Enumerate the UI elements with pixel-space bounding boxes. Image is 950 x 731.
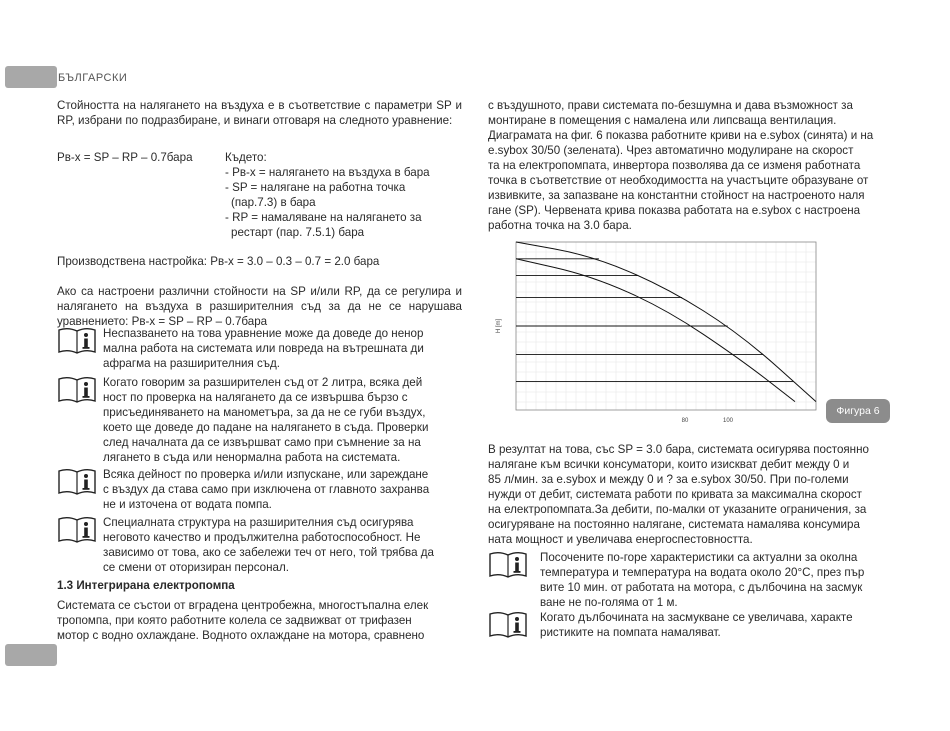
book-info-icon (488, 550, 528, 578)
notice-line: след началната да се извършват само при съмнение за на (103, 436, 421, 449)
notice-line: афрагма на разширителния съд. (103, 357, 281, 370)
notice-line: мална работа на системата или повреда на вътрешната ди (103, 342, 424, 355)
notice-6 (488, 610, 893, 642)
notice-line: Специалната структура на разширителния съд осигурява (103, 516, 414, 529)
notice-line: Посочените по-горе характеристики са актуални за околна (540, 551, 858, 564)
notice-line: ване не по-голяма от 1 м. (540, 596, 678, 609)
text-line: налягане към всички консуматори, които изискват дебит между 0 и (488, 458, 850, 471)
text-line: с въздушното, прави системата по-безшумна и дава възможност за (488, 99, 853, 112)
figure-label: Фигура 6 (826, 399, 890, 423)
where-line: - RP = намаляване на налягането за (225, 211, 422, 224)
section-line: тропомпа, при която работните колела се задвижват от трифазен (57, 614, 412, 627)
notice-line: зависимо от това, ако се забележи теч от него, той трябва да (103, 546, 434, 559)
notice-line: Неспазването на това уравнение може да доведе до ненор (103, 327, 424, 340)
book-info-icon (57, 375, 97, 403)
formula: Pв-x = SP – RP – 0.7бара (57, 151, 193, 164)
notice-4 (57, 515, 462, 577)
notice-line: присъединяването на манометъра, за да не се губи въздух, (103, 406, 426, 419)
section-body (57, 598, 462, 643)
text-line: ната мощност и увеличава енергоспестовността. (488, 533, 753, 546)
pump-curve-chart (494, 238, 822, 430)
text-line: В резултат на това, със SP = 3.0 бара, системата осигурява постоянно (488, 443, 869, 456)
notice-line: лягането в съда или ненормална работа на системата. (103, 451, 401, 464)
book-info-icon (488, 610, 528, 638)
text-line: монтиране в помещения с намалена или липсваща вентилация. (488, 114, 837, 127)
top-page-tab (5, 66, 57, 88)
notice-1 (57, 326, 462, 374)
left-column (57, 98, 462, 643)
text-line: e.sybox 30/50 (зелената). Чрез автоматично модулиране на скорост (488, 144, 854, 157)
text-line: нужди от дебит, системата работи по кривата за максимална скорост (488, 488, 862, 501)
intro-paragraph: Стойността на налягането на въздуха е в съответствие с параметри SP и RP, избрани по подразбиране, и винаги отговаря на следното уравнение: (57, 99, 462, 127)
right-top-paragraph (488, 98, 893, 233)
notice-line: с въздух да става само при изключена от главното захранва (103, 483, 430, 496)
notice-line: се смени от оторизиран персонал. (103, 561, 289, 574)
notice-line: Когато дълбочината на засмукване се увеличава, характе (540, 611, 853, 624)
y-axis-label: H [m] (496, 318, 502, 334)
text-line: на електропомпата.За дебити, по-малки от указаните ограничения, за (488, 503, 867, 516)
book-info-icon (57, 515, 97, 543)
notice-line: вите 10 мин. от работата на мотора, с дълбочина на засмук (540, 581, 863, 594)
result-paragraph (488, 442, 893, 547)
notice-line: неговото качество и продължителна работоспособност. Не (103, 531, 421, 544)
text-line: Диаграмата на фиг. 6 показва работните криви на e.sybox (синята) и на (488, 129, 874, 142)
text-line: точка в съответствие от необходимостта на участъците образуване от (488, 174, 869, 187)
book-info-icon (57, 467, 97, 495)
where-line: рестарт (пар. 7.5.1) бара (231, 226, 365, 239)
paragraph-2: Ако са настроени различни стойности на SP и/или RP, да се регулира и налягането на въздуха в разширителния съд за да не се нарушава уравнението: Pв-x = SP – RP – 0.7бара (57, 285, 462, 328)
factory-setting: Производствена настройка: Pв-x = 3.0 – 0.3 – 0.7 = 2.0 бара (57, 255, 380, 268)
notice-line: Всяка дейност по проверка и/или изпускане, или зареждане (103, 468, 429, 481)
notice-line: което ще доведе до падане на налягането в съда. Проверки (103, 421, 429, 434)
notice-line: ност по проверка на налягането да се извършва бързо с (103, 391, 408, 404)
notice-3 (57, 467, 462, 515)
bottom-page-tab (5, 644, 57, 666)
text-line: гане (SP). Червената крива показва работата на e.sybox с настроена (488, 204, 861, 217)
book-info-icon (57, 326, 97, 354)
section-line: мотор с водно охлаждане. Водното охлаждане на мотора, сравнено (57, 629, 425, 642)
text-line: работна точка на 3.0 бара. (488, 219, 632, 232)
notice-line: ристиките на помпата намаляват. (540, 626, 721, 639)
text-line: 85 л/мин. за e.sybox и между 0 и ? за e.sybox 30/50. При по-големи (488, 473, 849, 486)
chart-levels (516, 259, 794, 382)
pump-curve-inner (516, 259, 795, 402)
where-block (225, 150, 465, 240)
text-line: извивките, за запазване на константни стойност на настроеното наля (488, 189, 865, 202)
x-tick-label: 100 (722, 418, 734, 424)
where-line: (пар.7.3) в бара (231, 196, 316, 209)
notice-5 (488, 550, 893, 612)
notice-2 (57, 375, 462, 467)
language-header: БЪЛГАРСКИ (58, 72, 128, 84)
notice-line: Когато говорим за разширителен съд от 2 литра, всяка дей (103, 376, 423, 389)
x-tick-label: 80 (681, 418, 689, 424)
notice-line: не и източена от водата помпа. (103, 498, 272, 511)
notice-line: температура и температура на водата около 20°C, през пър (540, 566, 865, 579)
section-title: 1.3 Интегрирана електропомпа (57, 579, 235, 592)
where-title: Където: (225, 151, 267, 164)
text-line: осигуряване на постоянно налягане, системата намалява консумира (488, 518, 860, 531)
where-line: - Pв-x = налягането на въздуха в бара (225, 166, 430, 179)
section-line: Системата се състои от вградена центробежна, многостъпална елек (57, 599, 429, 612)
text-line: та на електропомпата, инвертора позволява да се изменя работната (488, 159, 861, 172)
where-line: - SP = налягане на работна точка (225, 181, 406, 194)
